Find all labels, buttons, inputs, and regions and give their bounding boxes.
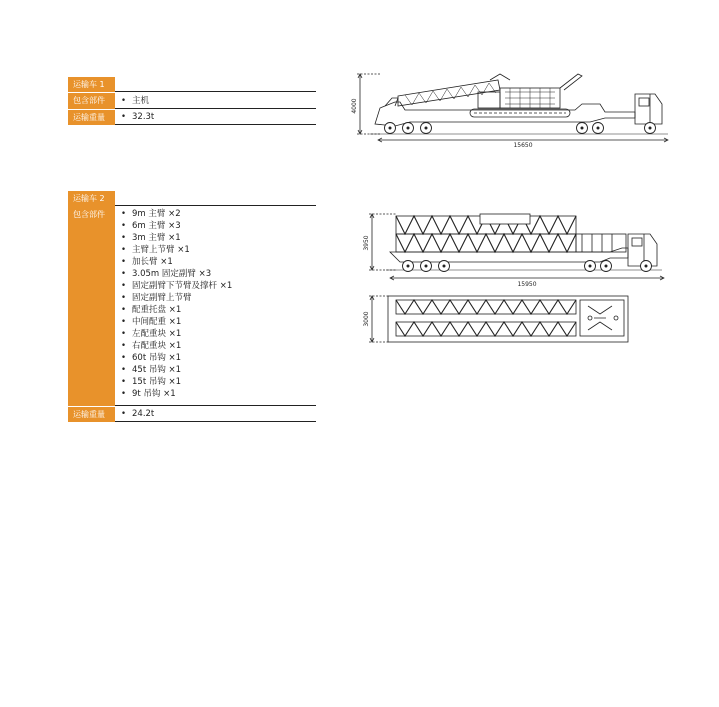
list-item: • 加长臂 ×1	[121, 256, 316, 268]
transport-table-1	[68, 77, 316, 125]
table-2-weight-label: 运输重量	[68, 407, 115, 422]
boom-section-top-2	[396, 322, 576, 336]
list-item: • 3m 主臂 ×1	[121, 232, 316, 244]
table-2-components-list	[121, 206, 316, 400]
list-item: • 9t 吊钩 ×1	[121, 388, 316, 400]
boom-base	[398, 80, 500, 106]
list-item: • 9m 主臂 ×2	[121, 208, 316, 220]
dim-length-label: 15950	[517, 281, 537, 288]
list-item: • 右配重块 ×1	[121, 340, 316, 352]
dim-height-label: 3950	[363, 235, 370, 251]
table-1-components-label: 包含部件	[68, 93, 115, 109]
table-1-weight-row	[68, 110, 316, 125]
divider	[115, 421, 316, 422]
dim-length-label: 15650	[513, 142, 533, 149]
list-item: • 主机	[121, 95, 316, 107]
table-1-weight-label: 运输重量	[68, 110, 115, 125]
table-1-components-row	[68, 93, 316, 109]
list-item: • 主臂上节臂 ×1	[121, 244, 316, 256]
list-item: • 6m 主臂 ×3	[121, 220, 316, 232]
list-item: • 中间配重 ×1	[121, 316, 316, 328]
list-item: • 3.05m 固定副臂 ×3	[121, 268, 316, 280]
table-1-weight-value: • 32.3t	[121, 111, 316, 123]
dim-width-label: 3000	[363, 311, 370, 327]
list-item: • 固定副臂上节臂	[121, 292, 316, 304]
list-item: • 45t 吊钩 ×1	[121, 364, 316, 376]
boom-section-lower	[396, 234, 576, 252]
list-item: • 固定副臂下节臂及撑杆 ×1	[121, 280, 316, 292]
transport-2-top-drawing	[360, 292, 650, 347]
divider	[115, 91, 316, 92]
table-2-components-row	[68, 206, 316, 406]
dim-height-label: 4000	[351, 98, 358, 114]
transport-1-side-drawing	[350, 66, 690, 148]
table-1-title: 运输车 1	[68, 77, 115, 92]
table-2-components-label: 包含部件	[68, 206, 115, 406]
list-item: • 15t 吊钩 ×1	[121, 376, 316, 388]
table-1-title-row	[68, 77, 316, 92]
list-item: • 配重托盘 ×1	[121, 304, 316, 316]
list-item: • 60t 吊钩 ×1	[121, 352, 316, 364]
table-2-weight-row	[68, 407, 316, 422]
transport-table-2	[68, 191, 316, 422]
divider	[115, 124, 316, 125]
table-2-title-row	[68, 191, 316, 206]
table-1-components-list	[121, 93, 316, 107]
boom-section-top-1	[396, 300, 576, 314]
divider	[115, 405, 316, 406]
divider	[115, 108, 316, 109]
list-item: • 左配重块 ×1	[121, 328, 316, 340]
transport-2-side-drawing	[360, 208, 690, 290]
table-2-title: 运输车 2	[68, 191, 115, 206]
table-2-weight-value: • 24.2t	[121, 408, 316, 420]
